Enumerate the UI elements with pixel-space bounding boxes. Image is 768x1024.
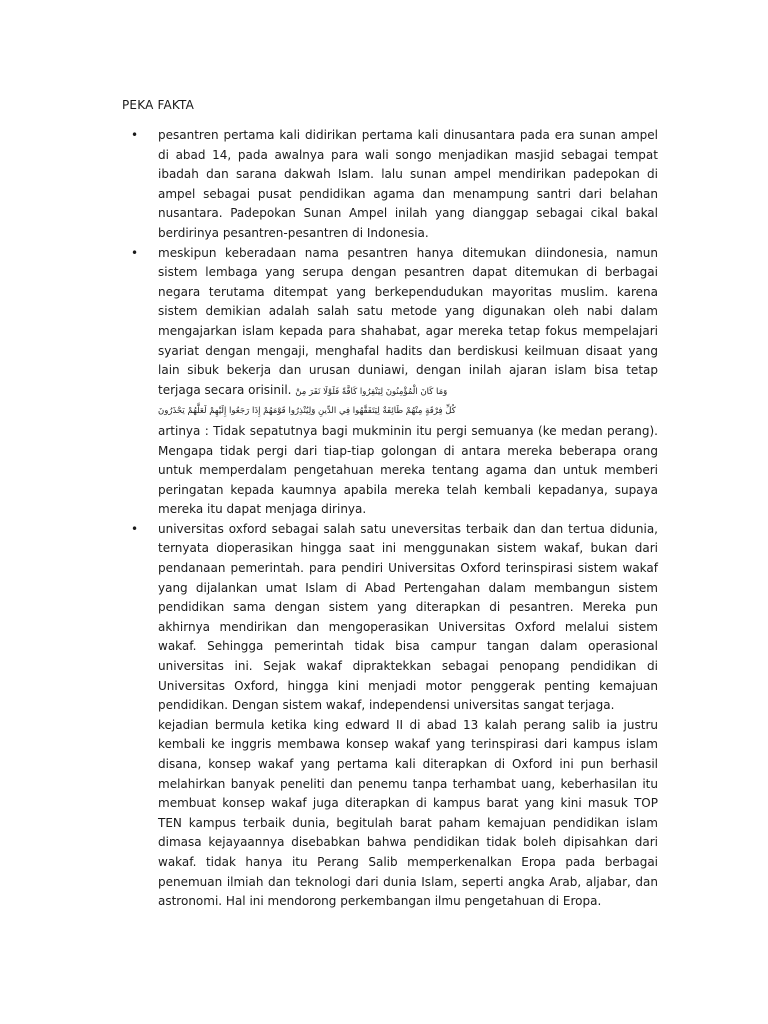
paragraph-text: meskipun keberadaan nama pesantren hanya ditemukan diindonesia, namun sistem lembaga yang serupa dengan pesantren dapat ditemukan di berbagai negara terutama ditempat yang berkependudukan mayoritas muslim. karena sistem demikian adalah salah satu metode yang digunakan oleh nabi dalam mengajarkan islam kepada para shahabat, agar mereka tetap fokus mempelajari syariat dengan mengaji, menghafal hadits dan berdiskusi keilmuan disaat yang lain sibuk bekerja dan urusan duniawi, dengan inilah ajaran islam bisa tetap terjaga secara orisinil. <box>158 245 658 397</box>
bullet-item-pesantren-system <box>122 244 658 520</box>
bullet-item-oxford-wakaf <box>122 520 658 912</box>
paragraph-text-with-verse <box>158 244 658 403</box>
verse-translation: artinya : Tidak sepatutnya bagi mukminin itu pergi semuanya (ke medan perang). Mengapa tidak pergi dari tiap-tiap golongan di antara mereka beberapa orang untuk memperdalam pengetahuan mereka tentang agama dan untuk memberi peringatan kepada kaumnya apabila mereka telah kembali kepadanya, supaya mereka itu dapat menjaga dirinya. <box>158 423 658 517</box>
paragraph-continuation: kejadian bermula ketika king edward II di abad 13 kalah perang salib ia justru kembali ke inggris membawa konsep wakaf yang terinspirasi dari kampus islam disana, konsep wakaf yang pertama kali diterapkan di Oxford ini pun berhasil melahirkan banyak peneliti dan penemu tanpa terhambat uang, keberhasilan itu membuat konsep wakaf juga diterapkan di kampus barat yang kini masuk TOP TEN kampus terbaik dunia, begitulah barat paham kemajuan pendidikan islam dimasa kejayaannya disebabkan bahwa pendidikan tidak boleh dipisahkan dari wakaf. tidak hanya itu Perang Salib memperkenalkan Eropa pada berbagai penemuan ilmiah dan teknologi dari dunia Islam, seperti angka Arab, aljabar, dan astronomi. Hal ini mendorong perkembangan ilmu pengetahuan di Eropa. <box>158 717 658 909</box>
bullet-icon: • <box>131 245 139 260</box>
paragraph-text: universitas oxford sebagai salah satu uneversitas terbaik dan dan tertua didunia, ternyata dioperasikan hingga saat ini menggunakan sistem wakaf, bukan dari pendanaan pemerintah. para pendiri Universitas Oxford terinspirasi sistem wakaf yang dijalankan umat Islam di Abad Pertengahan dalam membangun sistem pendidikan sama dengan sistem yang diterapkan di pesantren. Mereka pun akhirnya mendirikan dan mengoperasikan Universitas Oxford melalui sistem wakaf. Sehingga pemerintah tidak bisa campur tangan dalam operasional universitas ini. Sejak wakaf dipraktekkan sebagai penopang pendidikan di Universitas Oxford, hingga kini menjadi motor penggerak penting kemajuan pendidikan. Dengan sistem wakaf, independensi universitas sangat terjaga. <box>158 521 658 713</box>
arabic-verse-part1: وَمَا كَانَ الْمُؤْمِنُونَ لِيَنْفِرُوا كَافَّةً فَلَوْلَا نَفَرَ مِنْ <box>295 386 448 397</box>
bullet-icon: • <box>131 521 139 536</box>
bullet-item-pesantren-history <box>122 126 658 244</box>
document-title: PEKA FAKTA <box>122 98 195 112</box>
arabic-verse-part2: كُلِّ فِرْقَةٍ مِنْهُمْ طَائِفَةٌ لِيَتَفَقَّهُوا فِي الدِّينِ وَلِيُنْذِرُوا قَوْمَهُمْ إِذَا رَجَعُوا إِلَيْهِمْ لَعَلَّهُمْ يَحْذَرُونَ <box>158 406 456 417</box>
paragraph-text: pesantren pertama kali didirikan pertama kali dinusantara pada era sunan ampel di abad 14, pada awalnya para wali songo menjadikan masjid sebagai tempat ibadah dan sarana dakwah Islam. lalu sunan ampel mendirikan padepokan di ampel sebagai pusat pendidikan agama dan menampung santri dari belahan nusantara. Padepokan Sunan Ampel inilah yang dianggap sebagai cikal bakal berdirinya pesantren-pesantren di Indonesia. <box>158 128 658 240</box>
bullet-icon: • <box>131 128 139 142</box>
